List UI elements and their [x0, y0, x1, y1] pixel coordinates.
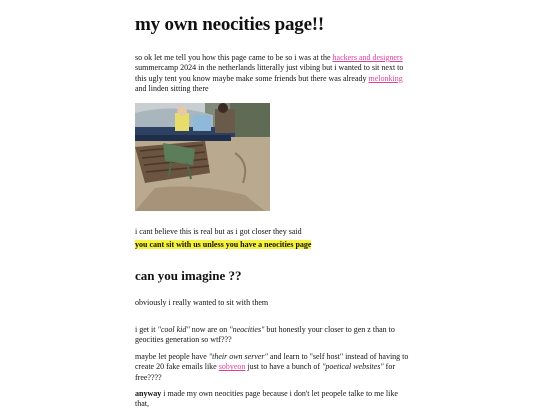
page-title: my own neocities page!!	[135, 14, 325, 35]
highlighted-quote: you cant sit with us unless you have a neocities page	[135, 240, 312, 249]
anyway-text: i made my own neocities page because i don't let peopele talke to me like that,	[135, 389, 398, 409]
anyway-paragraph	[135, 389, 410, 410]
intro-text-2: summercamp 2024 in the netherlands litterally just vibing but i wanted to sit next to this ugly tent you know maybe make some friends but there was already	[135, 63, 404, 83]
maybe-text-4: for free????	[135, 362, 395, 382]
maybe-text-2: and learn to "self host" instead of having to create 20 fake emails like	[135, 352, 409, 372]
maybe-text-3: just to have a bunch of	[245, 362, 323, 372]
sobyeon-link[interactable]: sobyeon	[218, 362, 246, 372]
summercamp-photo	[135, 103, 270, 211]
get-it-text-1: i get it	[135, 325, 158, 334]
intro-text-1: so ok let me tell you how this page came to be so i was at the	[135, 53, 333, 62]
get-it-paragraph	[135, 325, 410, 346]
get-it-emphasis-2: "neocities"	[229, 325, 265, 334]
melonking-link[interactable]: melonking	[368, 73, 403, 83]
maybe-emphasis-2: "poetical websites"	[322, 362, 384, 372]
get-it-text-2: now are on	[189, 325, 230, 334]
get-it-emphasis-1: "cool kid"	[157, 325, 190, 334]
intro-text-3: and linden sitting there	[135, 84, 209, 94]
highlight-line	[135, 240, 410, 250]
sit-paragraph: obviously i really wanted to sit with them	[135, 298, 269, 307]
hackers-and-designers-link[interactable]: hackers and designers	[332, 53, 403, 62]
after-photo-line: i cant believe this is real but as i got closer they said	[135, 227, 302, 236]
maybe-text-1: maybe let people have	[135, 352, 209, 361]
maybe-emphasis-1: "their own server"	[208, 352, 268, 361]
maybe-paragraph	[135, 352, 410, 383]
intro-paragraph	[135, 53, 410, 95]
anyway-strong: anyway	[135, 389, 162, 398]
get-it-text-3: but honestly your closer to gen z than to geocities generation so wtf???	[135, 325, 395, 345]
section-heading: can you imagine ??	[135, 268, 242, 283]
